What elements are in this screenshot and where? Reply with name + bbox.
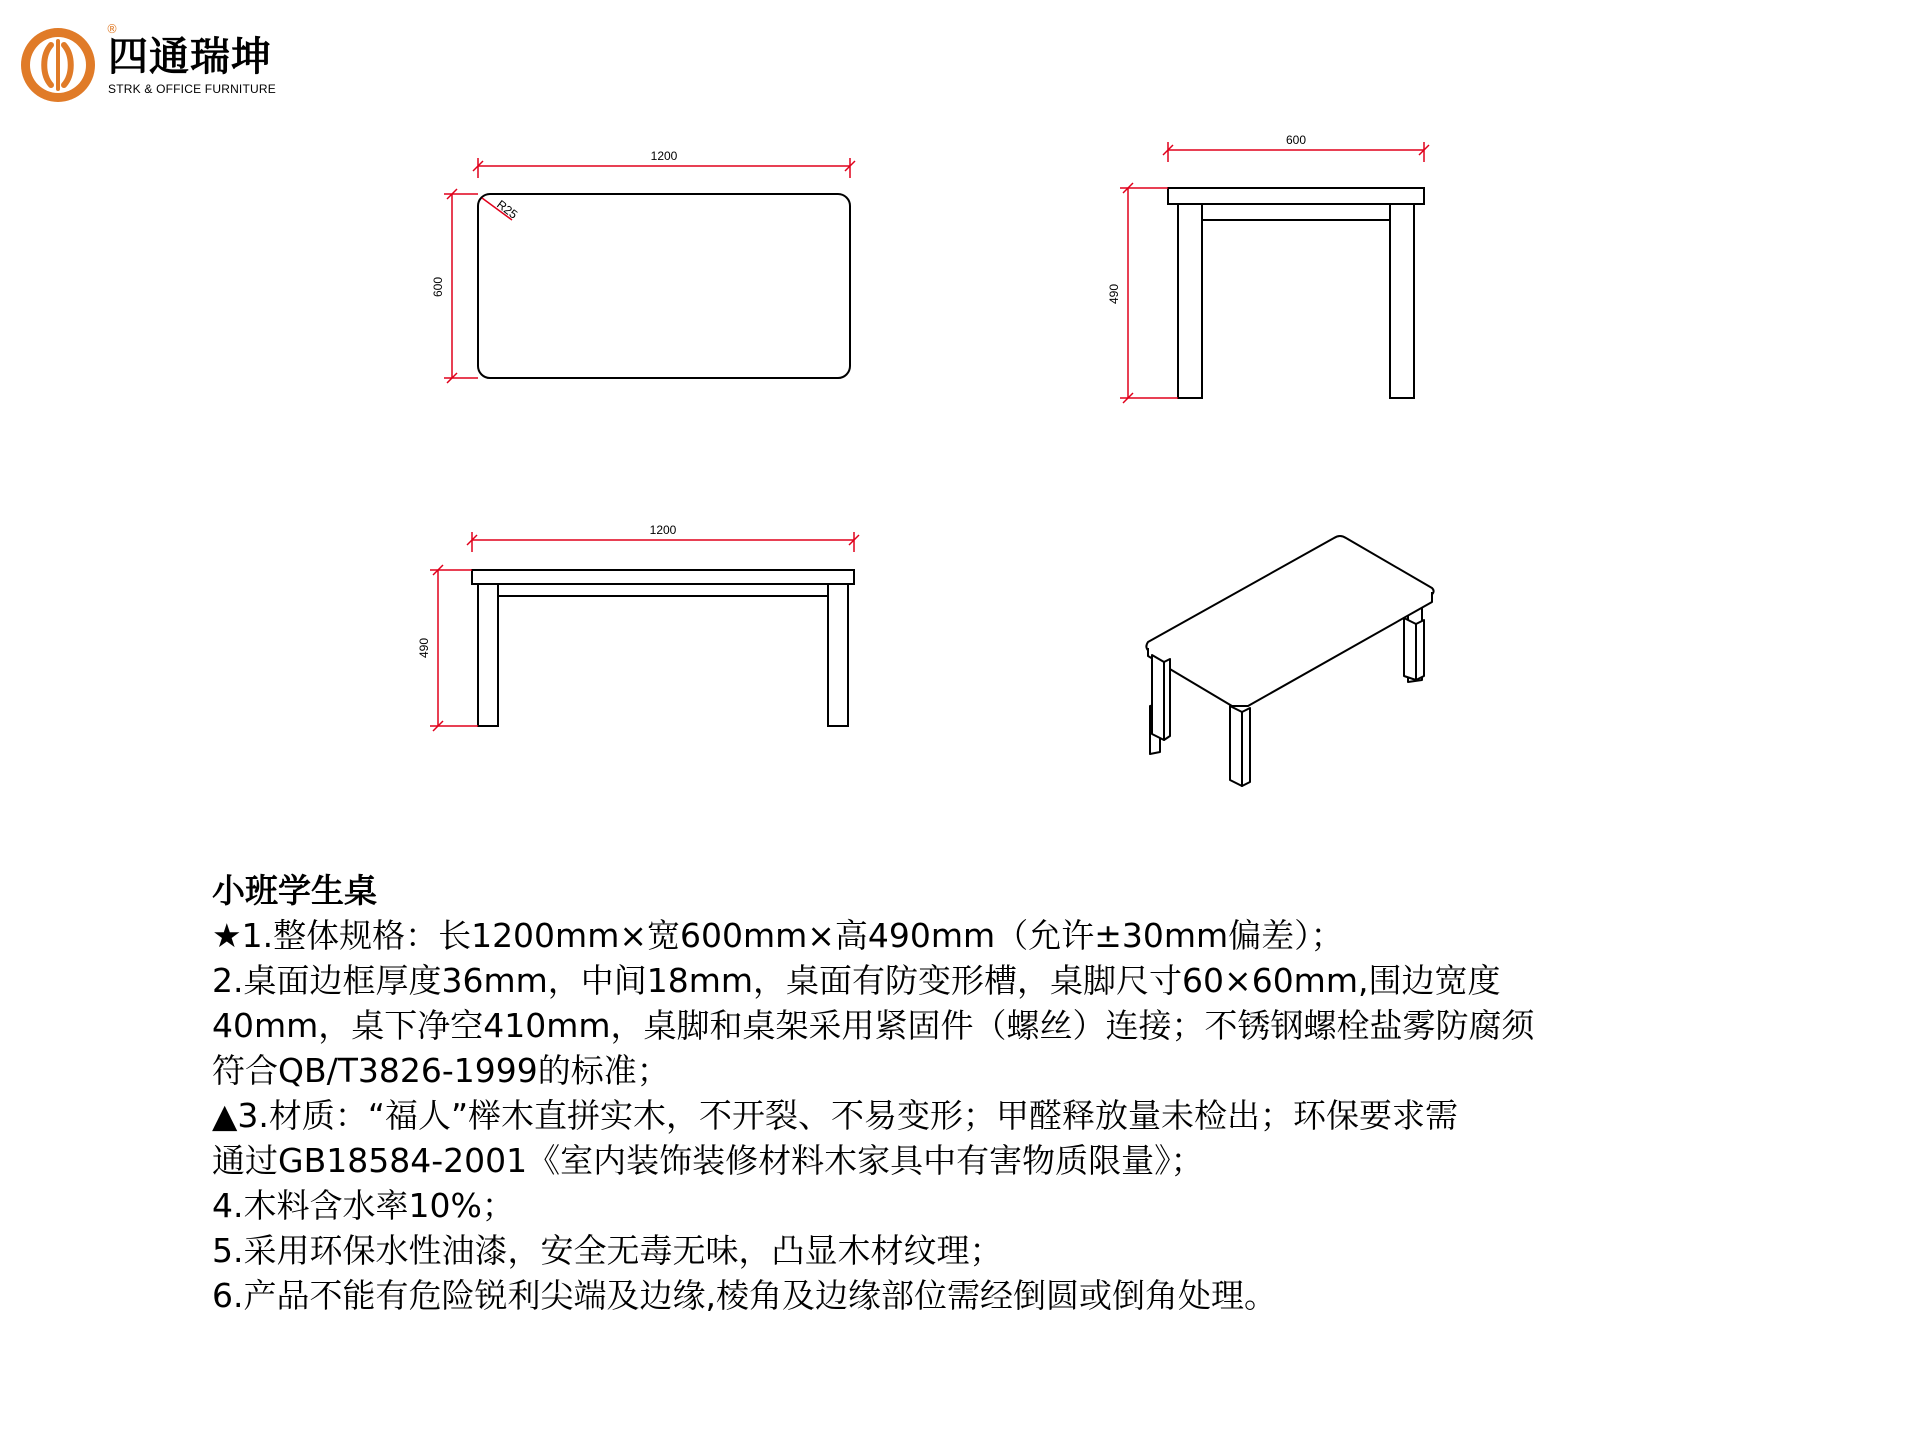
product-specification <box>212 868 1752 1318</box>
side-view-height-label: 490 <box>1107 283 1121 305</box>
spec-line: ★1.整体规格：长1200mm×宽600mm×高490mm（允许±30mm偏差）； <box>212 916 1344 955</box>
top-view-width-label: 1200 <box>650 149 678 163</box>
side-view <box>1107 133 1429 403</box>
front-view-height-dimension <box>430 565 478 731</box>
top-view-radius-label: R25 <box>494 197 521 222</box>
front-view <box>417 523 859 731</box>
top-view-depth-label: 600 <box>431 276 445 298</box>
brand-name-en: STRK & OFFICE FURNITURE <box>108 82 276 96</box>
spec-line: 符合QB/T3826-1999的标准； <box>212 1051 670 1090</box>
spec-line: ▲3.材质：“福人”榉木直拼实木，不开裂、不易变形；甲醛释放量未检出；环保要求需 <box>212 1096 1459 1135</box>
spec-line: 通过GB18584-2001《室内装饰装修材料木家具中有害物质限量》； <box>212 1141 1204 1180</box>
isometric-view <box>1146 536 1433 786</box>
top-view-depth-dimension <box>444 189 478 383</box>
spec-line: 2.桌面边框厚度36mm，中间18mm，桌面有防变形槽，桌脚尺寸60×60mm,围边宽度 <box>212 961 1501 1000</box>
spec-line: 40mm，桌下净空410mm，桌脚和桌架采用紧固件（螺丝）连接；不锈钢螺栓盐雾防腐须 <box>212 1006 1535 1045</box>
spec-line: 4.木料含水率10%； <box>212 1186 515 1225</box>
top-view <box>431 149 855 383</box>
spec-line: 5.采用环保水性油漆，安全无毒无味，凸显木材纹理； <box>212 1231 1003 1270</box>
front-view-width-label: 1200 <box>649 523 677 537</box>
side-view-height-dimension <box>1120 183 1178 403</box>
front-view-height-label: 490 <box>417 637 431 659</box>
side-view-width-label: 600 <box>1285 133 1307 147</box>
product-title: 小班学生桌 <box>212 871 377 910</box>
registered-mark: ® <box>106 22 118 36</box>
brand-name-cn: 四通瑞坤 <box>108 34 272 80</box>
spec-line: 6.产品不能有危险锐利尖端及边缘,棱角及边缘部位需经倒圆或倒角处理。 <box>212 1276 1277 1315</box>
